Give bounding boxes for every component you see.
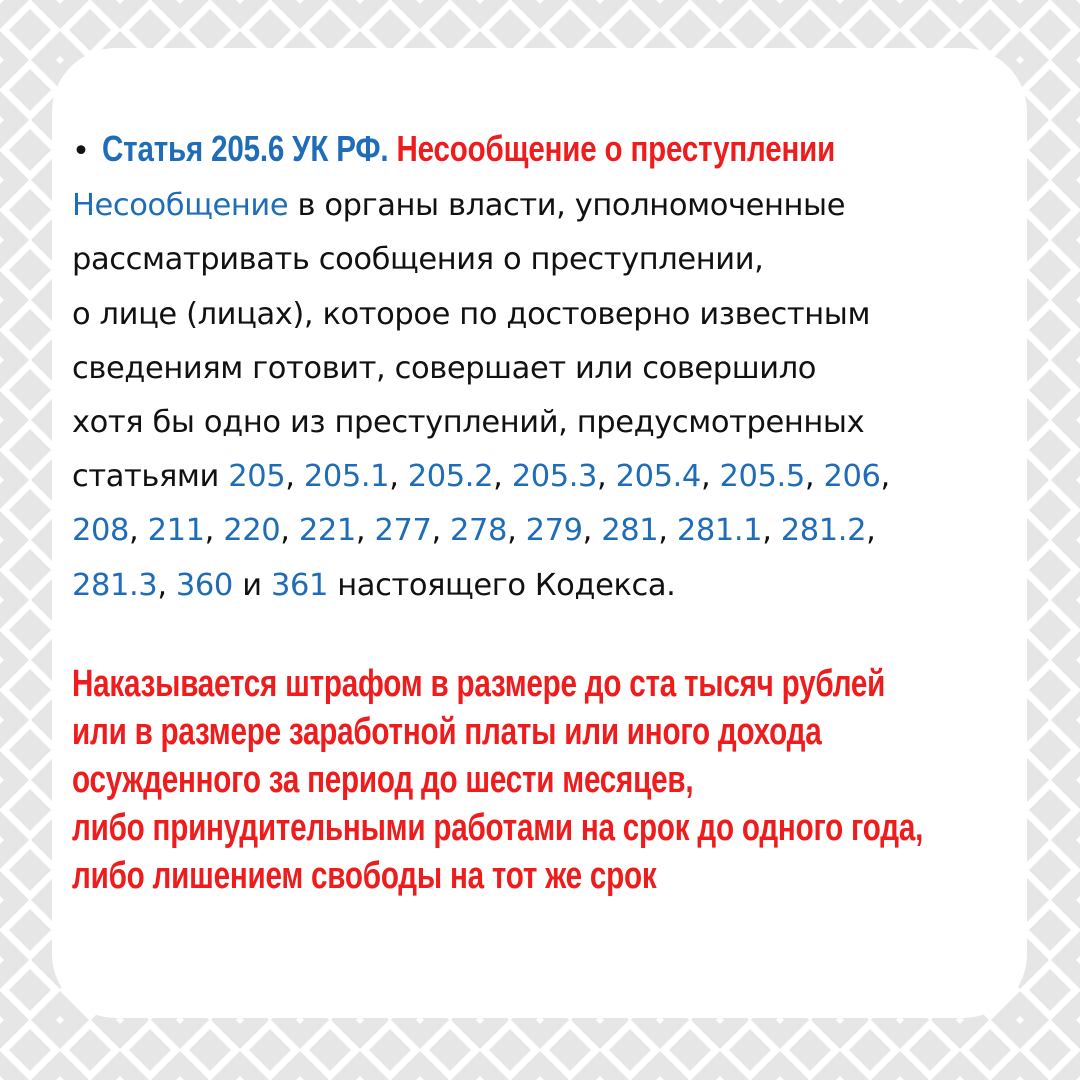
- article-text: [72, 122, 1032, 613]
- article-title: Несообщение о преступлении: [396, 128, 836, 169]
- article-ref: 205: [228, 459, 286, 495]
- article-ref: 281.1: [676, 513, 763, 549]
- article-line: о лице (лицах), которое по достоверно известным: [72, 296, 871, 332]
- penalty-line: или в размере заработной платы или иного дохода: [72, 711, 822, 753]
- article-ref: 205.3: [511, 459, 598, 495]
- article-ref: 220: [223, 513, 281, 549]
- article-ref: 277: [374, 513, 432, 549]
- article-ref: 279: [525, 513, 583, 549]
- article-heading: [72, 122, 1032, 179]
- article-number: Статья 205.6 УК РФ.: [102, 128, 389, 169]
- article-ref: 205.4: [615, 459, 701, 495]
- article-ref: 205.2: [407, 459, 494, 495]
- article-ref: 206: [823, 459, 881, 495]
- penalty-line: либо принудительными работами на срок до одного года,: [72, 807, 924, 849]
- article-ref: 281: [601, 513, 659, 549]
- article-ref: 278: [450, 513, 508, 549]
- article-ref: 205.1: [303, 459, 390, 495]
- article-line: рассматривать сообщения о преступлении,: [72, 242, 764, 278]
- article-refs-line: 281.3, 360 и 361 настоящего Кодекса.: [72, 567, 676, 603]
- article-ref: 211: [147, 513, 205, 549]
- article-line: сведениям готовит, совершает или совершило: [72, 350, 817, 386]
- article-line: хотя бы одно из преступлений, предусмотренных: [72, 405, 865, 441]
- article-ref: 361: [270, 567, 328, 603]
- article-refs-line: 208, 211, 220, 221, 277, 278, 279, 281, 281.1, 281.2,: [72, 513, 876, 549]
- article-ref: 208: [72, 513, 130, 549]
- article-line: Несообщение в органы власти, уполномоченные: [72, 188, 846, 224]
- penalty-line: либо лишением свободы на тот же срок: [72, 855, 657, 897]
- article-ref: 281.2: [780, 513, 867, 549]
- penalty-line: осужденного за период до шести месяцев,: [72, 759, 694, 801]
- penalty-line: Наказывается штрафом в размере до ста тысяч рублей: [72, 663, 886, 705]
- article-ref: 221: [298, 513, 356, 549]
- penalty-text: [72, 660, 1032, 900]
- lead-word: Несообщение: [72, 188, 289, 224]
- article-ref: 360: [175, 567, 233, 603]
- article-ref: 205.5: [719, 459, 805, 495]
- bullet: •: [72, 134, 90, 169]
- article-ref: 281.3: [72, 567, 158, 603]
- article-refs-line: статьями 205, 205.1, 205.2, 205.3, 205.4, 205.5, 206,: [72, 459, 890, 495]
